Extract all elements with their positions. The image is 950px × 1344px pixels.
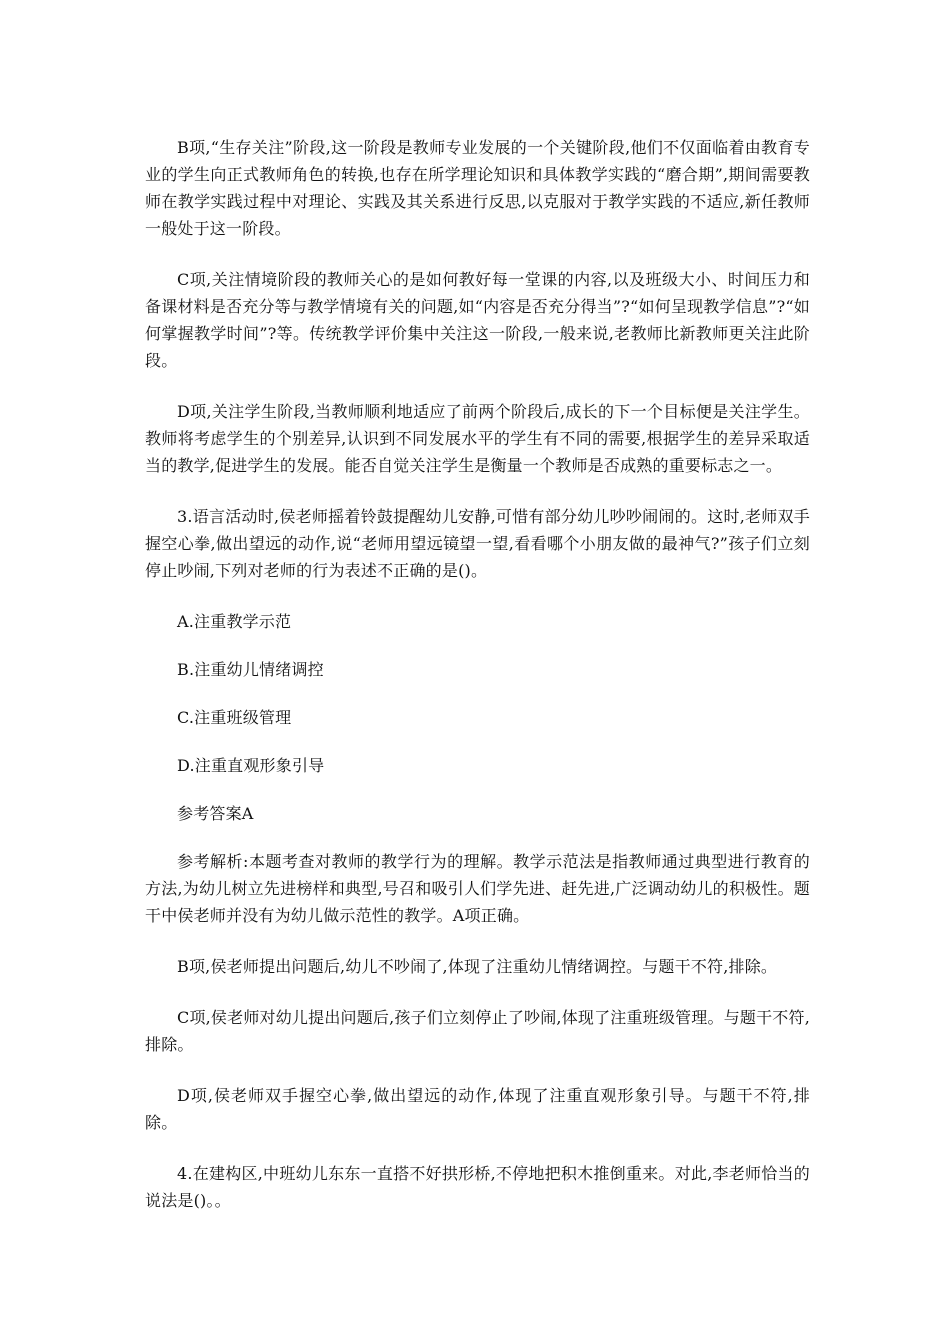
explanation-option-c: C项,侯老师对幼儿提出问题后,孩子们立刻停止了吵闹,体现了注重班级管理。与题干不符,排除。	[145, 1008, 810, 1054]
paragraph-option-c-stage: C项,关注情境阶段的教师关心的是如何教好每一堂课的内容,以及班级大小、时间压力和备课材料是否充分等与教学情境有关的问题,如“内容是否充分得当”?“如何呈现教学信息”?“如何掌握教学时间”?等。传统教学评价集中关注这一阶段,一般来说,老教师比新教师更关注此阶段。	[145, 270, 810, 370]
question-3-option-b: B.注重幼儿情绪调控	[177, 660, 324, 679]
reference-analysis: 参考解析:本题考查对教师的教学行为的理解。教学示范法是指教师通过典型进行教育的方法,为幼儿树立先进榜样和典型,号召和吸引人们学先进、赶先进,广泛调动幼儿的积极性。题干中侯老师并没有为幼儿做示范性的教学。A项正确。	[145, 852, 810, 925]
question-3-option-d: D.注重直观形象引导	[177, 756, 325, 775]
question-4: 4.在建构区,中班幼儿东东一直搭不好拱形桥,不停地把积木推倒重来。对此,李老师恰当的说法是()。。	[145, 1164, 810, 1210]
paragraph-option-d-stage: D项,关注学生阶段,当教师顺利地适应了前两个阶段后,成长的下一个目标便是关注学生。教师将考虑学生的个别差异,认识到不同发展水平的学生有不同的需要,根据学生的差异采取适当的教学,促进学生的发展。能否自觉关注学生是衡量一个教师是否成熟的重要标志之一。	[145, 402, 810, 475]
question-3: 3.语言活动时,侯老师摇着铃鼓提醒幼儿安静,可惜有部分幼儿吵吵闹闹的。这时,老师双手握空心拳,做出望远的动作,说“老师用望远镜望一望,看看哪个小朋友做的最神气?”孩子们立刻停止吵闹,下列对老师的行为表述不正确的是()。	[145, 507, 810, 580]
reference-answer: 参考答案A	[177, 804, 254, 823]
paragraph-option-b-stage: B项,“生存关注”阶段,这一阶段是教师专业发展的一个关键阶段,他们不仅面临着由教育专业的学生向正式教师角色的转换,也存在所学理论知识和具体教学实践的“磨合期”,期间需要教师在教学实践过程中对理论、实践及其关系进行反思,以克服对于教学实践的不适应,新任教师一般处于这一阶段。	[145, 138, 810, 238]
question-3-option-c: C.注重班级管理	[177, 708, 292, 727]
question-3-option-a: A.注重教学示范	[177, 612, 292, 631]
explanation-option-b: B项,侯老师提出问题后,幼儿不吵闹了,体现了注重幼儿情绪调控。与题干不符,排除。	[177, 957, 778, 976]
explanation-option-d: D项,侯老师双手握空心拳,做出望远的动作,体现了注重直观形象引导。与题干不符,排除。	[145, 1086, 810, 1132]
document-body	[145, 134, 810, 1238]
